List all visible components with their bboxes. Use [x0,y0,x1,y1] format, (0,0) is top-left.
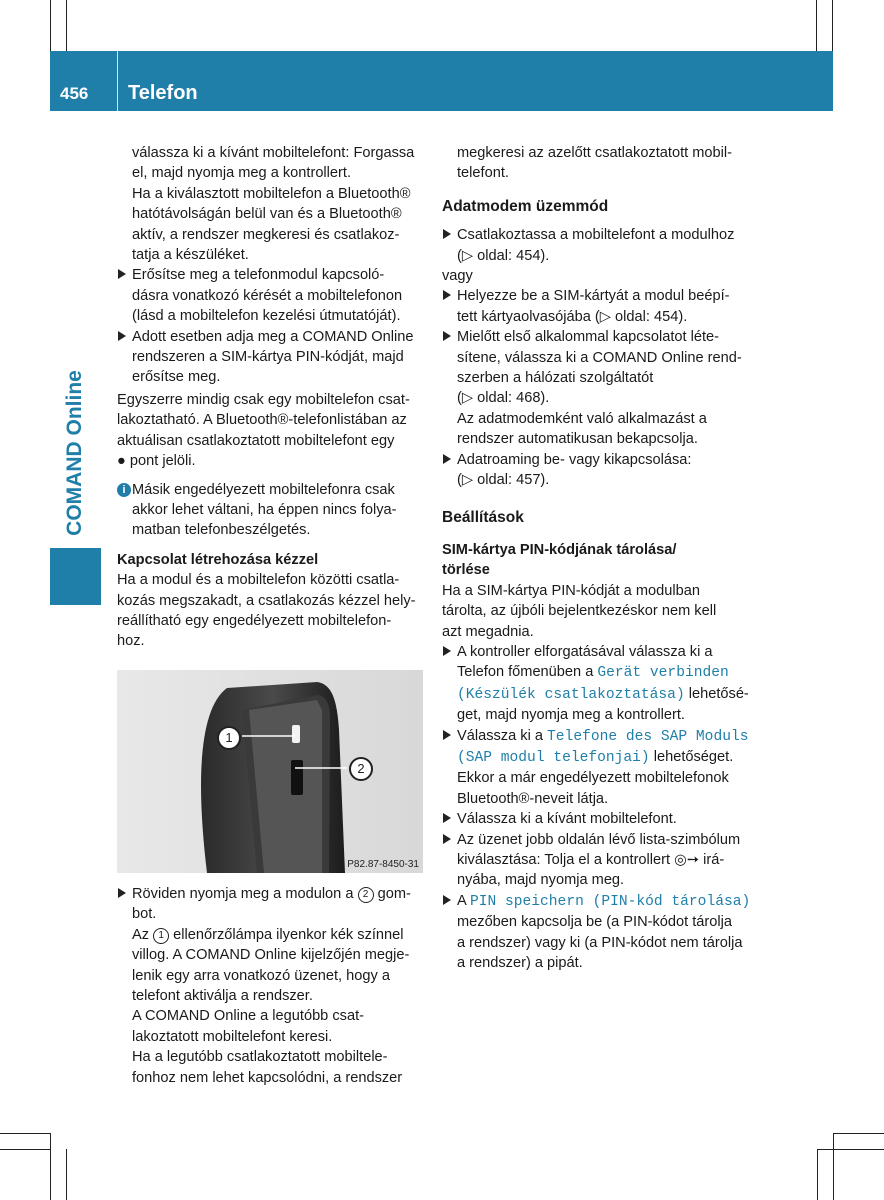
crop-mark [66,1149,67,1200]
step-item [117,265,427,326]
text-line: telefont aktiválja a rendszer. [132,988,313,1005]
page-title: Telefon [128,82,198,104]
text-line: vagy [442,268,473,285]
page-header [50,51,833,111]
text-line: Egyszerre mindig csak egy mobiltelefon csat- [117,391,410,408]
menu-option-code: Gerät verbinden [597,665,729,682]
text-line: Helyezze be a SIM-kártyát a modul beépí- [457,288,730,305]
text-line: szerben a hálózati szolgáltatót [457,370,654,387]
subsection-heading: törlése [442,562,490,579]
text-line: sítene, válassza ki a COMAND Online rend- [457,349,742,366]
step-arrow-icon [443,290,451,300]
text-line: lakoztatható. A Bluetooth®-telefonlistában az [117,412,407,429]
image-code: P82.87-8450-31 [347,859,419,870]
step-item [442,809,757,829]
crop-mark [0,1149,50,1150]
text-line: Válassza ki a Telefone des SAP Moduls [457,727,749,745]
page-number: 456 [60,84,89,103]
step-item [442,327,757,449]
text-line: A PIN speichern (PIN-kód tárolása) [457,892,751,910]
step-arrow-icon [443,834,451,844]
text-line: lenik egy arra vonatkozó üzenet, hogy a [132,967,390,984]
text-line: a rendszer) a pipát. [457,955,583,972]
menu-option-code: PIN speichern (PIN-kód tárolása) [469,893,751,910]
step-arrow-icon [443,229,451,239]
text-line: Ha a legutóbb csatlakoztatott mobiltele- [132,1049,388,1066]
section-heading: Adatmodem üzemmód [442,197,609,215]
step-item [117,884,427,1088]
text-line: hoz. [117,633,145,650]
text-line: hatótávolságán belül van és a Bluetooth® [132,206,402,223]
info-note [117,480,427,541]
text-line: villog. A COMAND Online kijelzőjén megje- [132,947,410,964]
step-arrow-icon [118,331,126,341]
step-item [442,286,757,327]
crop-mark [817,1149,884,1150]
text-line: Csatlakoztassa a mobiltelefont a modulhoz [457,227,735,244]
text-line: nyába, majd nyomja meg. [457,872,625,889]
text-line: Az üzenet jobb oldalán lévő lista-szimbólum [457,831,741,848]
step-arrow-icon [443,730,451,740]
text-line: (Készülék csatlakoztatása) lehetősé- [457,685,749,703]
section-heading: Beállítások [442,508,524,526]
crop-mark [816,0,817,51]
header-divider [117,51,118,111]
text-line: (▷ oldal: 468). [457,390,550,407]
text-line: fonhoz nem lehet kapcsolódni, a rendszer [132,1069,403,1086]
module-illustration [117,670,423,873]
crop-mark [833,1133,884,1134]
section-label: COMAND Online [63,370,86,536]
subsection-heading: SIM-kártya PIN-kódjának tárolása/ [442,541,677,558]
text-line: (SAP modul telefonjai) lehetőséget. [457,748,734,766]
step-arrow-icon [118,888,126,898]
text-line: kozás megszakadt, a csatlakozás kézzel hely- [117,592,416,609]
text-line: megkeresi az azelőtt csatlakoztatott mobil- [457,145,732,161]
left-column-bottom [117,884,427,1088]
text-line: Röviden nyomja meg a modulon a 2 gom- [132,886,411,902]
text-line: kiválasztása: Tolja el a kontrollert ◎➙ irá- [457,852,725,868]
text-line: azt megadnia. [442,623,534,640]
text-line: tárolta, az újbóli bejelentkezéskor nem kell [442,603,717,620]
text-line: válassza ki a kívánt mobiltelefont: Forgassa [132,145,415,161]
text-line: reállítható egy engedélyezett mobiltelefon- [117,612,392,629]
module-photo [117,670,423,873]
menu-option-code: (SAP modul telefonjai) [457,749,650,766]
text-line: tett kártyaolvasójába (▷ oldal: 454). [457,308,688,325]
text-line: Ekkor a már engedélyezett mobiltelefonok [457,770,729,787]
section-heading: Kapcsolat létrehozása kézzel [117,551,319,568]
text-line: Ha a kiválasztott mobiltelefon a Bluetooth® [132,185,411,202]
crop-mark [50,0,51,51]
text-line: erősítse meg. [132,369,221,386]
callout-1: 1 [217,726,241,750]
step-item [442,726,757,810]
text-line: Erősítse meg a telefonmodul kapcsoló- [132,267,385,284]
crop-mark [833,1133,834,1200]
crop-mark [817,1149,818,1200]
step-arrow-icon [443,331,451,341]
callout-2: 2 [349,757,373,781]
text-line: Az adatmodemként való alkalmazást a [457,410,707,427]
text-line: Másik engedélyezett mobiltelefonra csak [132,481,395,498]
step-item [442,450,757,491]
text-line: Válassza ki a kívánt mobiltelefont. [457,811,677,828]
crop-mark [832,0,833,51]
left-column [117,143,427,652]
step-arrow-icon [443,646,451,656]
text-line: akkor lehet váltani, ha éppen nincs folya- [132,501,397,518]
info-icon: i [117,483,131,497]
text-line: rendszer automatikusan bekapcsolja. [457,431,698,448]
text-line: tatja a készüléket. [132,247,249,264]
text-line: el, majd nyomja meg a kontrollert. [132,165,351,182]
text-line: Mielőtt első alkalommal kapcsolatot léte- [457,329,719,346]
step-arrow-icon [118,269,126,279]
step-item [442,891,757,974]
text-line: A COMAND Online a legutóbb csat- [132,1008,364,1025]
text-line: lakoztatott mobiltelefont keresi. [132,1028,333,1045]
text-line: get, majd nyomja meg a kontrollert. [457,707,685,724]
right-column [442,143,757,973]
crop-mark [66,0,67,51]
step-item [442,642,757,726]
crop-mark [0,1133,50,1134]
menu-option-code: (Készülék csatlakoztatása) [457,686,685,703]
step-item [442,830,757,891]
text-line: rendszeren a SIM-kártya PIN-kódját, majd [132,349,404,366]
menu-option-code: Telefone des SAP Moduls [547,728,749,745]
section-tab [50,548,101,605]
text-line: bot. [132,906,157,923]
text-line: A kontroller elforgatásával válassza ki a [457,643,713,660]
crop-mark [50,1133,51,1200]
text-line: Telefon főmenüben a Gerät verbinden [457,664,729,682]
text-line: a rendszer) vagy ki (a PIN-kódot nem tárolja [457,934,743,951]
text-line: dásra vonatkozó kérését a mobiltelefonon [132,287,403,304]
text-line: mezőben kapcsolja be (a PIN-kódot tárolja [457,914,732,931]
text-line: Adott esetben adja meg a COMAND Online [132,328,414,345]
text-line: Bluetooth®-neveit látja. [457,790,609,807]
step-arrow-icon [443,895,451,905]
text-line: aktív, a rendszer megkeresi és csatlakoz- [132,226,400,243]
step-arrow-icon [443,813,451,823]
callout-ref-1: 1 [153,928,169,944]
step-arrow-icon [443,454,451,464]
text-line: (lásd a mobiltelefon kezelési útmutatóját). [132,308,401,325]
text-line: (▷ oldal: 454). [457,247,550,264]
text-line: Az 1 ellenőrzőlámpa ilyenkor kék színnel [132,926,404,943]
step-item [442,225,757,266]
text-line: aktuálisan csatlakoztatott mobiltelefont egy [117,432,395,449]
text-line: (▷ oldal: 457). [457,472,550,489]
text-line: Ha a SIM-kártya PIN-kódját a modulban [442,582,700,599]
callout-ref-2: 2 [358,887,374,903]
text-line: ● pont jelöli. [117,453,196,470]
step-item [117,327,427,388]
text-line: Ha a modul és a mobiltelefon közötti csatla- [117,572,400,589]
text-line: Adatroaming be- vagy kikapcsolása: [457,451,692,468]
text-line: matban telefonbeszélgetés. [132,522,311,539]
text-line: telefont. [457,165,509,182]
